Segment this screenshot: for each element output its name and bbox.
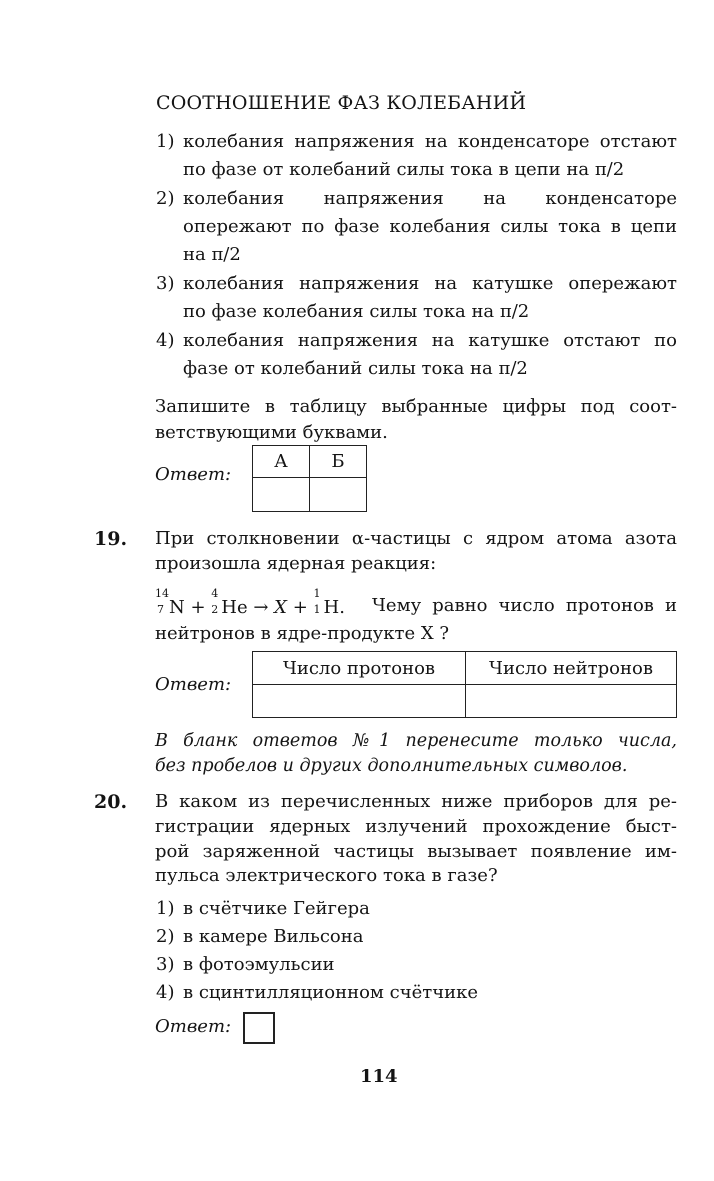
option-number: 3): [156, 273, 175, 294]
question-text-line: произошла ядерная реакция:: [155, 553, 437, 574]
instruction-line: Запишите в таблицу выбранные цифры под соот-: [155, 396, 677, 417]
question-text-line: Чему равно число протонов и: [372, 595, 677, 616]
option-number: 2): [156, 926, 175, 947]
hydrogen-charge-number: 1: [313, 603, 321, 616]
answer-cell-neutrons[interactable]: [466, 685, 677, 718]
option-number: 1): [156, 898, 175, 919]
hydrogen-mass-number: 1: [313, 587, 321, 600]
option-line: опережают по фазе колебания силы тока в цепи: [183, 216, 677, 237]
question-text-line: нейтронов в ядре-продукте X ?: [155, 623, 450, 644]
option-line: колебания напряжения на конденсаторе отстают: [183, 131, 677, 152]
instruction-note: В бланк ответов №1 перенесите только числа,: [155, 731, 677, 751]
answer-label: Ответ:: [155, 674, 232, 695]
option-number: 1): [156, 131, 175, 152]
answer-cell-a[interactable]: [253, 478, 310, 512]
answer-box[interactable]: [243, 1012, 275, 1044]
option-text: в сцинтилляционном счётчике: [183, 982, 479, 1003]
option-text: в счётчике Гейгера: [183, 898, 370, 919]
table-header-neutrons: Число нейтронов: [466, 652, 677, 685]
option-number: 3): [156, 954, 175, 975]
helium-symbol: He: [221, 597, 248, 618]
question-number-20: 20.: [94, 791, 128, 813]
nitrogen-mass-number: 14: [155, 587, 169, 600]
table-header-b: Б: [310, 446, 367, 478]
table-header-protons: Число протонов: [253, 652, 466, 685]
question-text-line: рой заряженной частицы вызывает появление им-: [155, 841, 677, 862]
question-text-line: В каком из перечисленных ниже приборов для ре-: [155, 791, 677, 812]
option-text: в фотоэмульсии: [183, 954, 335, 975]
page-number: 114: [360, 1066, 398, 1087]
answer-label: Ответ:: [155, 464, 232, 485]
option-line: по фазе от колебаний силы тока в цепи на π/2: [183, 159, 625, 180]
option-text: в камере Вильсона: [183, 926, 364, 947]
answer-table-protons-neutrons: [252, 651, 677, 718]
option-number: 4): [156, 982, 175, 1003]
hydrogen-symbol: H.: [323, 597, 345, 618]
option-line: колебания напряжения на конденсаторе: [183, 188, 677, 209]
answer-cell-protons[interactable]: [253, 685, 466, 718]
nitrogen-charge-number: 7: [157, 603, 164, 616]
option-line: на π/2: [183, 244, 241, 265]
table-header-a: А: [253, 446, 310, 478]
question-text-line: пульса электрического тока в газе?: [155, 865, 498, 886]
question-number-19: 19.: [94, 528, 128, 550]
option-line: фазе от колебаний силы тока на π/2: [183, 358, 528, 379]
helium-charge-number: 2: [211, 603, 219, 616]
option-line: по фазе колебания силы тока на π/2: [183, 301, 530, 322]
answer-cell-b[interactable]: [310, 478, 367, 512]
option-number: 2): [156, 188, 175, 209]
instruction-note: без пробелов и других дополнительных символов.: [155, 756, 628, 776]
nuclear-reaction-equation: 14 7 N + 4 2 He → X + 1 1 H.: [155, 587, 345, 618]
answer-label: Ответ:: [155, 1016, 232, 1037]
option-line: колебания напряжения на катушке отстают по: [183, 330, 677, 351]
question-text-line: При столкновении α-частицы с ядром атома азота: [155, 528, 677, 549]
column-heading: СООТНОШЕНИЕ ФАЗ КОЛЕБАНИЙ: [156, 92, 527, 114]
helium-mass-number: 4: [211, 587, 219, 600]
option-number: 4): [156, 330, 175, 351]
instruction-line: ветствующими буквами.: [155, 422, 388, 443]
option-line: колебания напряжения на катушке опережают: [183, 273, 677, 294]
unknown-nucleus-x: X: [274, 597, 287, 618]
question-text-line: гистрации ядерных излучений прохождение быст-: [155, 816, 677, 837]
answer-table-ab: [252, 445, 367, 512]
nitrogen-symbol: N: [169, 597, 185, 618]
